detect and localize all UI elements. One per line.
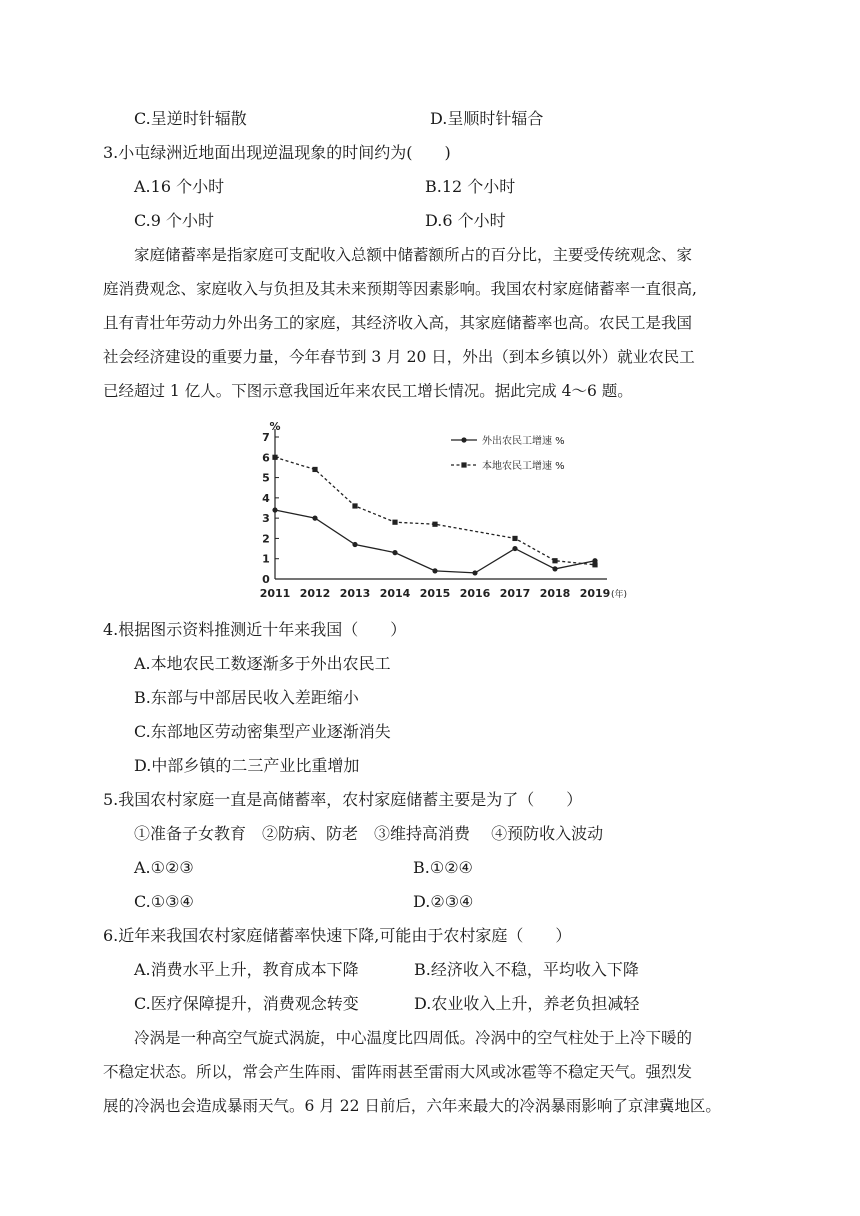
q6-option-b: B.经济收入不稳，平均收入下降 [414, 960, 639, 979]
x-tick-label: 2017 [499, 587, 531, 600]
q3-option-a: A.16 个小时 [134, 177, 225, 196]
x-axis-unit: (年) [610, 590, 628, 600]
q5-stem: 5.我国农村家庭一直是高储蓄率，农村家庭储蓄主要是为了（ ） [103, 790, 583, 809]
y-tick-label: 5 [262, 471, 270, 485]
q5-option-c: C.①③④ [134, 892, 194, 911]
q3-option-c: C.9 个小时 [134, 211, 215, 230]
q6-option-c: C.医疗保障提升，消费观念转变 [134, 994, 359, 1013]
passage1-line-2: 庭消费观念、家庭收入与负担及其未来预期等因素影响。我国农村家庭储蓄率一直很高, [103, 280, 697, 298]
legend-label-2: 本地农民工增速 % [482, 461, 565, 472]
q4-option-b: B.东部与中部居民收入差距缩小 [134, 688, 359, 707]
passage1-line-5: 已经超过 1 亿人。下图示意我国近年来农民工增长情况。据此完成 4～6 题。 [103, 382, 633, 400]
series-line-2 [275, 457, 595, 565]
q4-option-a: A.本地农民工数逐渐多于外出农民工 [134, 654, 391, 673]
series-2-point [352, 503, 357, 508]
series-2-point [592, 562, 597, 567]
chart-svg [255, 418, 628, 608]
q3-stem: 3.小屯绿洲近地面出现逆温现象的时间约为( ) [103, 143, 451, 162]
q2-option-c: C.呈逆时针辐散 [134, 109, 247, 128]
q4-option-d: D.中部乡镇的二三产业比重增加 [134, 756, 360, 775]
passage2-line-3: 展的冷涡也会造成暴雨天气。6 月 22 日前后，六年来最大的冷涡暴雨影响了京津冀地区。 [103, 1097, 721, 1115]
x-tick-label: 2013 [339, 587, 371, 600]
legend-marker-2 [461, 462, 466, 467]
q4-option-c: C.东部地区劳动密集型产业逐渐消失 [134, 722, 391, 741]
legend-marker-1 [461, 437, 466, 442]
y-tick-label: 6 [262, 451, 270, 465]
y-tick-label: 7 [262, 431, 270, 444]
series-1-point [472, 570, 477, 575]
series-2-point [552, 558, 557, 563]
series-1-point [312, 516, 317, 521]
y-tick-label: 3 [262, 512, 270, 526]
q5-items: ①准备子女教育 ②防病、防老 ③维持高消费 ④预防收入波动 [134, 824, 604, 843]
q3-option-d: D.6 个小时 [425, 211, 506, 230]
x-tick-label: 2011 [259, 587, 291, 600]
x-tick-label: 2014 [379, 587, 411, 600]
series-1-point [352, 542, 357, 547]
series-2-point [392, 520, 397, 525]
y-tick-label: 0 [262, 573, 270, 586]
q6-option-a: A.消费水平上升，教育成本下降 [134, 960, 359, 979]
q2-option-d: D.呈顺时针辐合 [430, 109, 544, 128]
x-tick-label: 2019 [579, 587, 611, 600]
series-2-point [312, 467, 317, 472]
q5-option-b: B.①②④ [413, 858, 473, 877]
series-1-point [392, 550, 397, 555]
y-tick-label: 4 [262, 491, 270, 505]
x-tick-label: 2015 [419, 587, 451, 600]
series-2-point [272, 455, 277, 460]
series-1-point [432, 568, 437, 573]
series-line-1 [275, 510, 595, 573]
q6-option-d: D.农业收入上升，养老负担减轻 [414, 994, 640, 1013]
series-1-point [552, 566, 557, 571]
legend-label-1: 外出农民工增速 % [482, 436, 565, 447]
migrant-worker-growth-chart [255, 418, 628, 608]
passage2-line-2: 不稳定状态。所以，常会产生阵雨、雷阵雨甚至雷雨大风或冰雹等不稳定天气。强烈发 [103, 1063, 693, 1081]
y-tick-label: 1 [262, 552, 270, 566]
x-tick-label: 2018 [539, 587, 571, 600]
passage2-line-1: 冷涡是一种高空气旋式涡旋，中心温度比四周低。冷涡中的空气柱处于上冷下暖的 [134, 1029, 693, 1047]
q3-option-b: B.12 个小时 [425, 177, 516, 196]
passage1-line-3: 且有青壮年劳动力外出务工的家庭，其经济收入高，其家庭储蓄率也高。农民工是我国 [103, 314, 693, 332]
x-tick-label: 2012 [299, 587, 331, 600]
series-1-point [272, 507, 277, 512]
passage1-line-4: 社会经济建设的重要力量，今年春节到 3 月 20 日，外出（到本乡镇以外）就业农民工 [103, 348, 695, 366]
q4-stem: 4.根据图示资料推测近十年来我国（ ） [103, 620, 407, 639]
y-axis-label: % [269, 420, 281, 433]
q6-stem: 6.近年来我国农村家庭储蓄率快速下降,可能由于农村家庭（ ） [103, 926, 572, 945]
passage1-line-1: 家庭储蓄率是指家庭可支配收入总额中储蓄额所占的百分比，主要受传统观念、家 [134, 246, 693, 264]
series-2-point [512, 536, 517, 541]
x-tick-label: 2016 [459, 587, 491, 600]
series-1-point [512, 546, 517, 551]
q5-option-a: A.①②③ [134, 858, 194, 877]
series-2-point [432, 522, 437, 527]
y-tick-label: 2 [262, 532, 270, 546]
q5-option-d: D.②③④ [413, 892, 474, 911]
